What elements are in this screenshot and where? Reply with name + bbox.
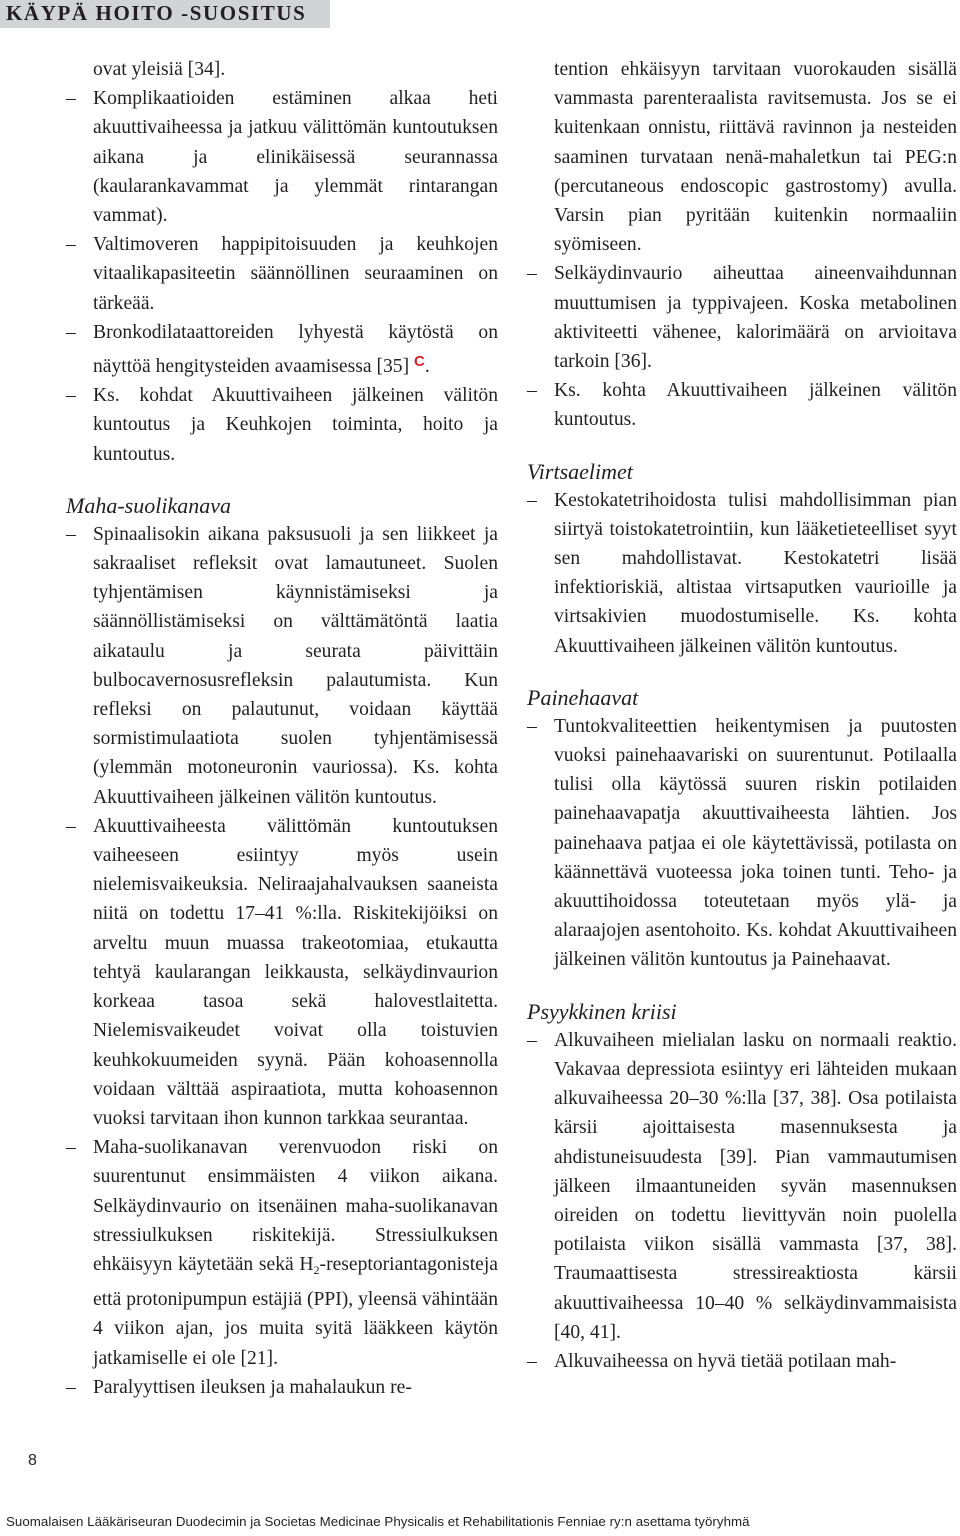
list-item — [66, 230, 498, 318]
list-item — [527, 1347, 957, 1376]
list-item — [527, 376, 957, 434]
list-item — [527, 259, 957, 376]
dash-marker: – — [66, 523, 76, 545]
section-heading-pressure: Painehaavat — [527, 684, 639, 710]
list-item-text: -reseptoriantagonisteja että protonipumpun estäjiä (PPI), yleensä vähintään 4 viikon ajan, jos muita syitä lääkkeen käytön jatkamiselle ei ole [21]. — [93, 1253, 498, 1369]
dash-marker: – — [66, 234, 76, 256]
dash-marker: – — [66, 1376, 76, 1398]
dash-marker: – — [527, 715, 537, 737]
grade-period: . — [424, 356, 430, 378]
left-column — [66, 55, 498, 1402]
list-item-text: Tuntokvaliteettien heikentymisen ja puutosten vuoksi painehaavariski on suurentunut. Potilaalla tulisi olla käytössä suuren riskin potilaiden painehaavapatja akuuttivaiheesta lähtien. Jos painehaava patjaa ei ole käytettävissä, potilasta on käännettävä vuoteessa joka toinen tunti. Teho- ja akuuttihoidossa toteutetaan myös ylä- ja alaraajojen asentohoito. Ks. kohdat Akuuttivaiheen jälkeinen välitön kuntoutus ja Painehaavat. — [554, 715, 957, 971]
dash-marker: – — [527, 380, 537, 402]
list-item-text: Spinaalisokin aikana paksusuoli ja sen liikkeet ja sakraaliset refleksit ovat lamautuneet. Suolen tyhjentämisen käynnistämiseksi ja säännöllistämiseksi on välttämätöntä laatia aikataulu ja seurata päivittäin bulbocavernosusrefleksin palautumista. Kun refleksi on palautunut, voidaan käyttää sormistimulaatiota suolen tyhjentämisessä (ylemmän motoneuronin vauriossa). Ks. kohta Akuuttivaiheen jälkeinen välitön kuntoutus. — [93, 523, 498, 808]
section-heading-crisis: Psyykkinen kriisi — [527, 998, 677, 1024]
list-item — [527, 712, 957, 975]
dash-marker: – — [527, 489, 537, 511]
list-item-text: Akuuttivaiheesta välittömän kuntoutuksen vaiheeseen esiintyy myös usein nielemisvaikeuksia. Neliraajahalvauksen saaneista niitä on todettu 17–41 %:lla. Riskitekijöiksi on arveltu muun muassa trakeotomiaa, etukautta tehtyä kaularangan leikkausta, selkäydinvaurion korkeaa tasoa sekä halovestlaitetta. Nielemisvaikeudet voivat olla toistuvien keuhkokuumeiden syynä. Pään kohoasennolla voidaan välttää aspiraatiota, mutta kohoasennon vuoksi tarvitaan ihon kunnon tarkkaa seurantaa. — [93, 815, 498, 1129]
list-item — [527, 1026, 957, 1347]
subscript: 2 — [313, 1262, 320, 1277]
header-title: KÄYPÄ HOITO -SUOSITUS — [6, 1, 307, 25]
dash-marker: – — [66, 88, 76, 110]
list-item — [66, 1133, 498, 1373]
header-band — [0, 0, 330, 28]
page-number: 8 — [28, 1452, 37, 1469]
list-item-text: Maha-suolikanavan verenvuodon riski on suurentunut ensimmäisten 4 viikon aikana. Selkäydinvaurio on itsenäinen maha-suolikanavan stressiulkuksen riskitekijä. Stressiulkuksen ehkäisyyn käytetään sekä H — [93, 1137, 498, 1275]
dash-marker: – — [66, 385, 76, 407]
list-item — [66, 318, 498, 381]
list-item-text: Alkuvaiheessa on hyvä tietää potilaan mah- — [554, 1350, 897, 1372]
list-item — [66, 812, 498, 1133]
list-item-text: Kestokatetrihoidosta tulisi mahdollisimman pian siirtyä toistokatetrointiin, kun lääketieteelliset syyt sen mahdollistavat. Kestokatetri lisää infektioriskiä, altistaa virtsaputken vaurioille ja virtsakivien muodostumiselle. Ks. kohta Akuuttivaiheen jälkeinen välitön kuntoutus. — [554, 489, 957, 657]
list-item-text: Komplikaatioiden estäminen alkaa heti akuuttivaiheessa ja jatkuu välittömän kuntoutuksen aikana ja elinikäisessä seurannassa (kaularankavammat ja ylemmät rintarangan vammat). — [93, 88, 498, 227]
list-item-text: Paralyyttisen ileuksen ja mahalaukun re- — [93, 1376, 412, 1398]
evidence-grade-badge: C — [414, 353, 425, 371]
dash-marker: – — [66, 1137, 76, 1159]
list-item — [66, 1373, 498, 1402]
dash-marker: – — [527, 1350, 537, 1372]
list-item-text: Alkuvaiheen mielialan lasku on normaali reaktio. Vakavaa depressiota esiintyy eri lähteiden mukaan alkuvaiheessa 20–30 %:lla [37, 38]. Osa potilaista kärsii ajoittaisesta masennuksesta ja ahdistuneisuudesta [39]. Pian vammautumisen jälkeen ilmaantuneiden syvän masennuksen oireiden on todettu lievittyvän noin puolella potilaista viikon sisällä vammasta [37, 38]. Traumaattisesta stressireaktiosta kärsii akuuttivaiheessa 10–40 % selkäydinvammaisista [40, 41]. — [554, 1029, 957, 1343]
list-item-text: Selkäydinvaurio aiheuttaa aineenvaihdunnan muuttumisen ja typpivajeen. Koska metabolinen aktiviteetti vähenee, kalorimäärä on arvioitava tarkoin [36]. — [554, 263, 957, 373]
list-item-text: Bronkodilataattoreiden lyhyestä käytöstä on näyttöä hengitysteiden avaamisessa [35] — [93, 321, 498, 378]
dash-marker: – — [66, 815, 76, 837]
section-heading-gi: Maha-suolikanava — [66, 492, 231, 518]
list-item — [527, 486, 957, 661]
section-heading-urinary: Virtsaelimet — [527, 458, 633, 484]
list-item-text: Ks. kohta Akuuttivaiheen jälkeinen välitön kuntoutus. — [554, 380, 957, 431]
footer-text: Suomalaisen Lääkäriseuran Duodecimin ja Societas Medicinae Physicalis et Rehabilitationis Fenniae ry:n asettama työryhmä — [6, 1514, 750, 1529]
list-item — [66, 381, 498, 469]
list-item — [66, 84, 498, 230]
right-column — [527, 55, 957, 1376]
list-item — [66, 520, 498, 812]
dash-marker: – — [66, 321, 76, 343]
dash-marker: – — [527, 263, 537, 285]
intro-text: ovat yleisiä [34]. — [93, 59, 226, 80]
list-item-text: Valtimoveren happipitoisuuden ja keuhkojen vitaalikapasiteetin säännöllinen seuraaminen on tärkeää. — [93, 234, 498, 314]
continuation-text: tention ehkäisyyn tarvitaan vuorokauden sisällä vammasta parenteraalista ravitsemusta. Jos se ei kuitenkaan onnistu, riittävä ravinnon ja nesteiden saaminen turvataan nenä-mahaletkun tai PEG:n (percutaneous endoscopic gastrostomy) avulla. Varsin pian pyritään kuitenkin normaaliin syömiseen. — [554, 59, 957, 256]
dash-marker: – — [527, 1029, 537, 1051]
list-item-text: Ks. kohdat Akuuttivaiheen jälkeinen välitön kuntoutus ja Keuhkojen toiminta, hoito ja kuntoutus. — [93, 385, 498, 465]
